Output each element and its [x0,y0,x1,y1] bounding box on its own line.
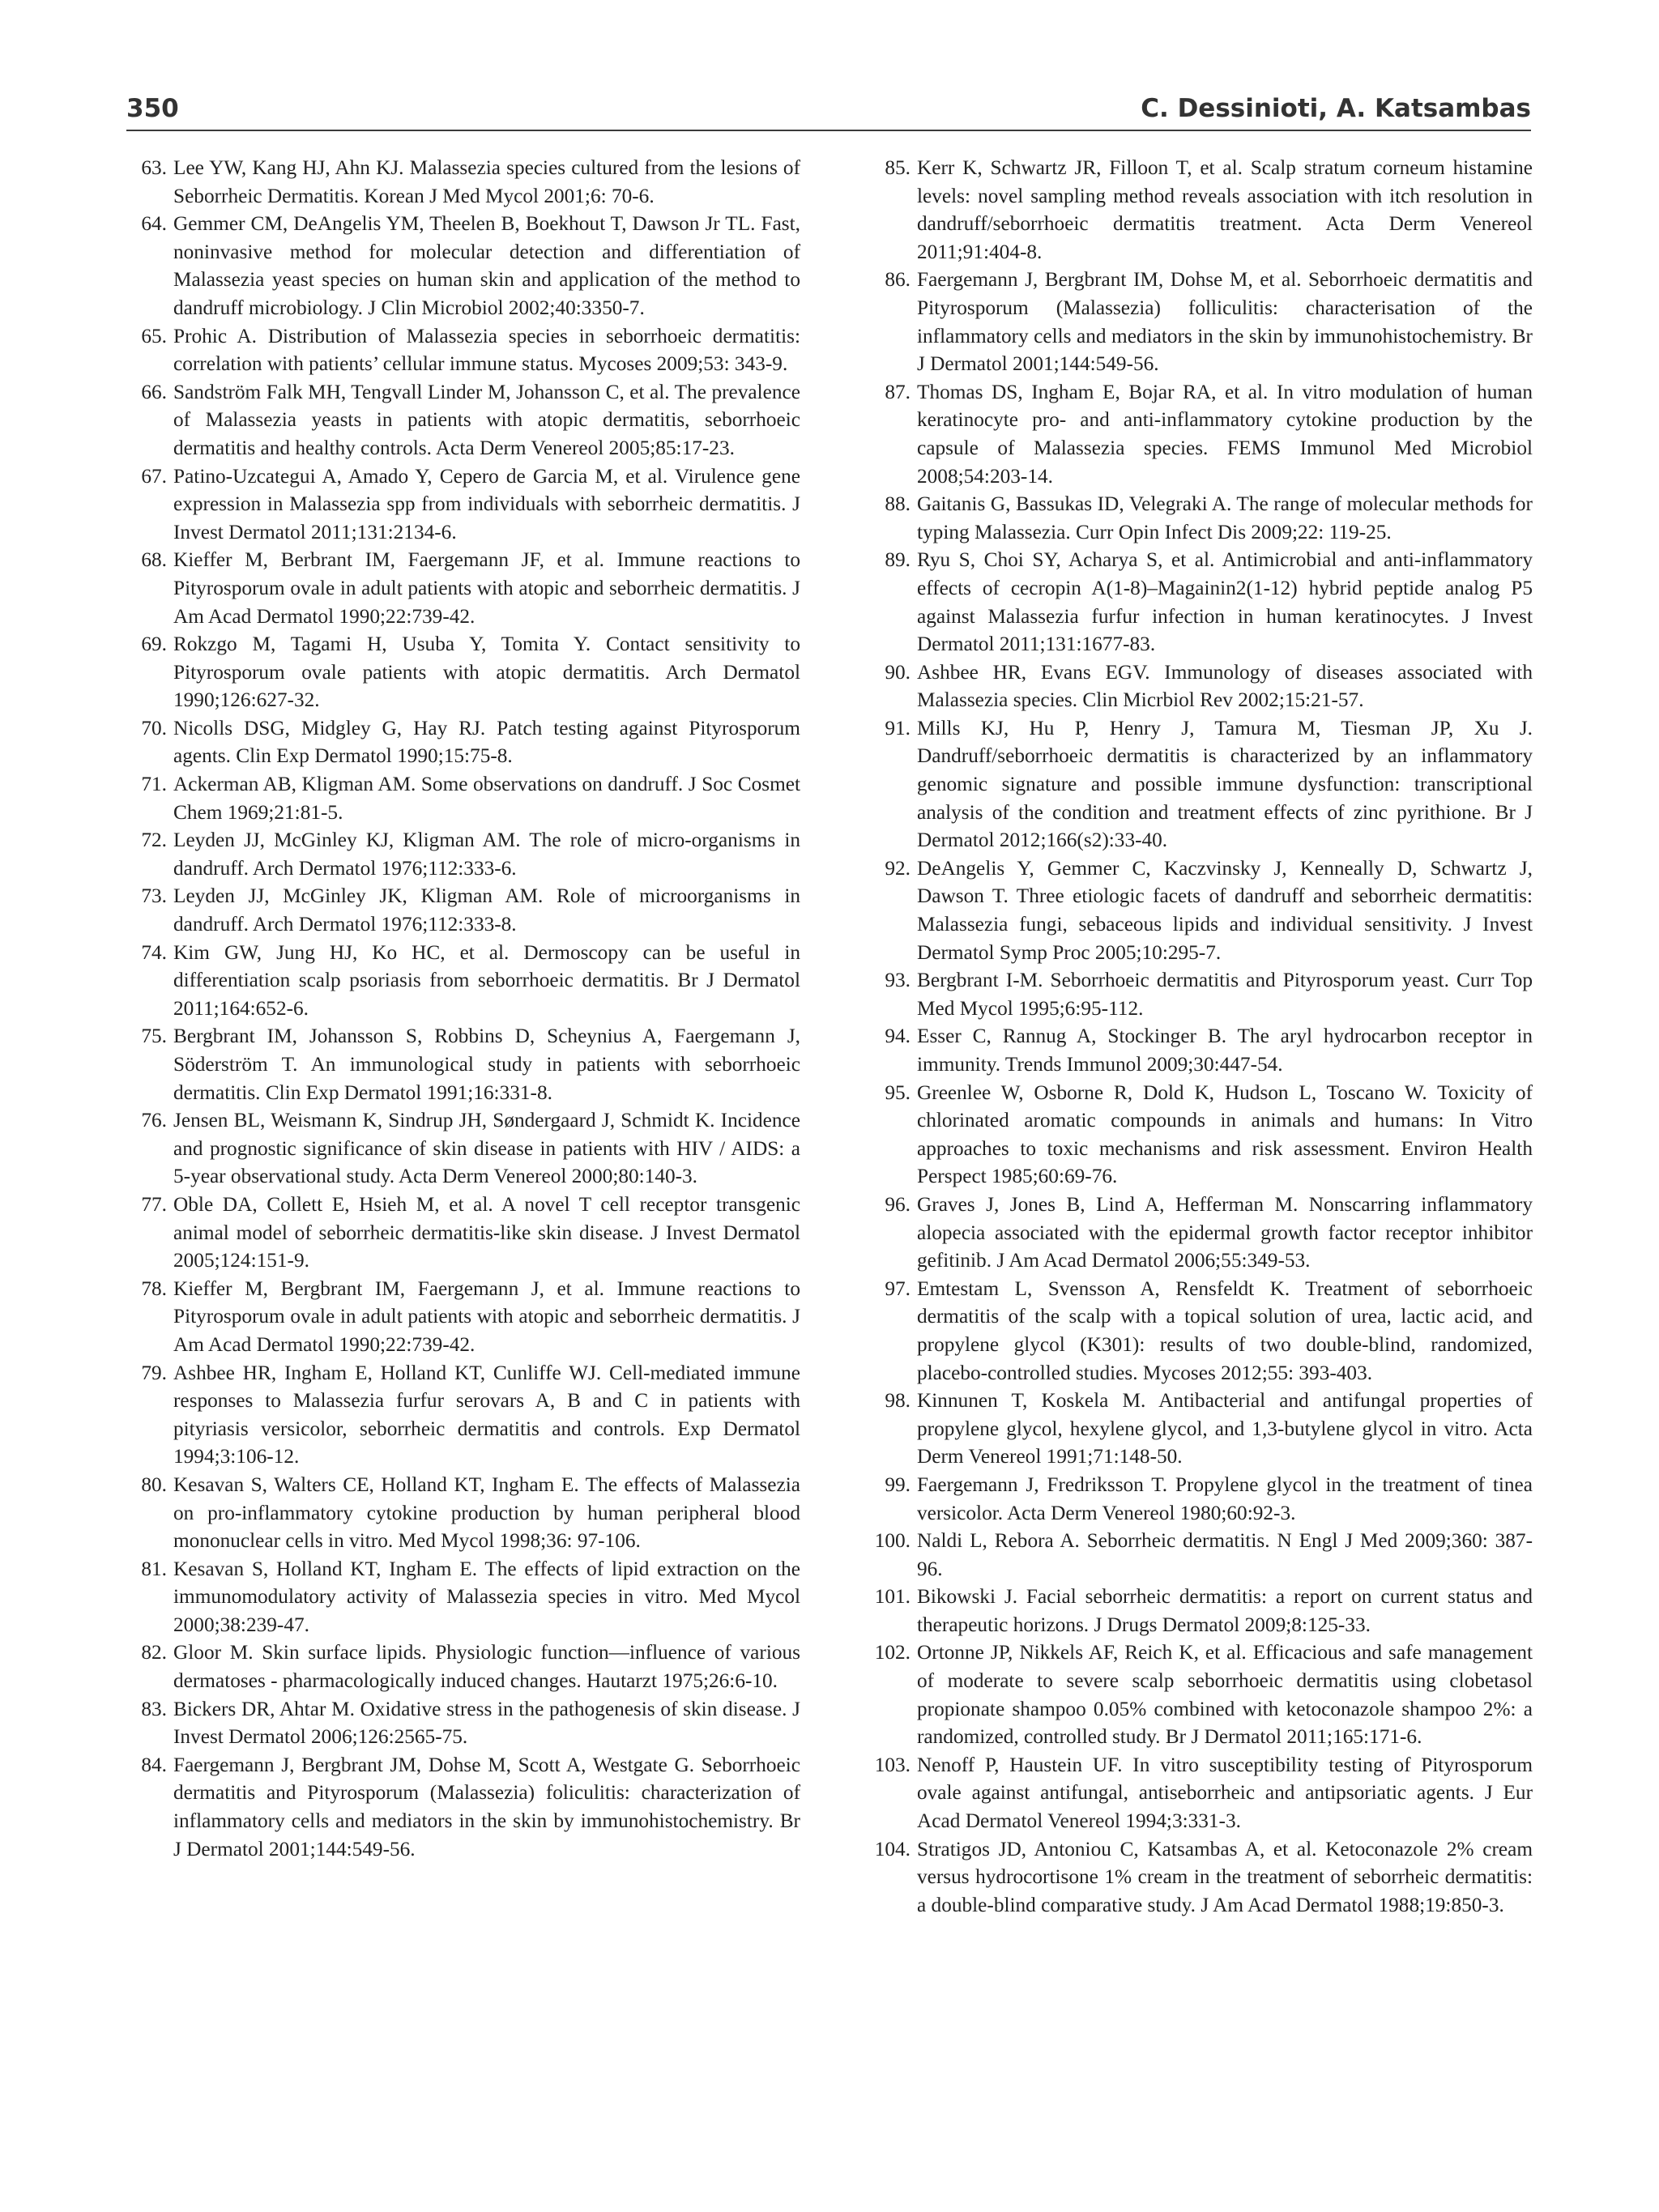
reference-number: 84. [141,1753,167,1776]
header-rule [126,130,1531,131]
reference-entry [126,1639,800,1694]
running-header-authors: C. Dessinioti, A. Katsambas [1141,94,1531,123]
reference-entry [859,966,1533,1022]
reference-entry [126,1555,800,1639]
reference-text: Naldi L, Rebora A. Seborrheic dermatitis. N Engl J Med 2009;360: 387-96. [917,1529,1533,1580]
reference-entry [126,826,800,882]
reference-entry [859,714,1533,855]
reference-entry [126,939,800,1023]
reference-text: Kesavan S, Holland KT, Ingham E. The effects of lipid extraction on the immunomodulatory activity of Malassezia species in vitro. Med Mycol 2000;38:239-47. [173,1557,800,1636]
reference-text: Prohic A. Distribution of Malassezia species in seborrhoeic dermatitis: correlation with patients’ cellular immune status. Mycoses 2009;53: 343-9. [173,324,800,376]
reference-number: 70. [141,716,167,739]
reference-number: 91. [885,716,911,739]
reference-number: 65. [141,324,167,347]
reference-number: 90. [885,660,911,684]
reference-text: Bikowski J. Facial seborrheic dermatitis: a report on current status and therapeutic horizons. J Drugs Dermatol 2009;8:125-33. [917,1585,1533,1636]
reference-number: 85. [885,156,911,179]
reference-text: Ashbee HR, Ingham E, Holland KT, Cunliffe WJ. Cell-mediated immune responses to Malassezia furfur serovars A, B and C in patients with pityriasis versicolor, seborrheic dermatitis and controls. Exp Dermatol 1994;3:106-12. [173,1361,800,1468]
reference-number: 66. [141,380,167,403]
reference-entry [859,855,1533,966]
reference-text: Kieffer M, Bergbrant IM, Faergemann J, et al. Immune reactions to Pityrosporum ovale in adult patients with atopic and seborrheic dermatitis. J Am Acad Dermatol 1990;22:739-42. [173,1276,800,1356]
reference-number: 68. [141,548,167,572]
reference-number: 78. [141,1276,167,1300]
reference-entry [126,546,800,630]
reference-number: 97. [885,1276,911,1300]
reference-number: 101. [874,1585,911,1609]
reference-text: DeAngelis Y, Gemmer C, Kaczvinsky J, Kenneally D, Schwartz J, Dawson T. Three etiologic facets of dandruff and seborrheic dermatitis: Malassezia fungi, sebaceous lipids and individual sensitivity. J Invest Dermatol Symp Proc 2005;10:295-7. [917,856,1533,964]
reference-number: 102. [874,1641,911,1664]
reference-number: 86. [885,268,911,292]
reference-text: Ortonne JP, Nikkels AF, Reich K, et al. Efficacious and safe management of moderate to severe scalp seborrhoeic dermatitis using clobetasol propionate shampoo 0.05% combined with ketoconazole shampoo 2%: a randomized, controlled study. Br J Dermatol 2011;165:171-6. [917,1641,1533,1749]
reference-number: 82. [141,1641,167,1664]
reference-text: Thomas DS, Ingham E, Bojar RA, et al. In vitro modulation of human keratinocyte pro- and anti-inflammatory cytokine production by the capsule of Malassezia species. FEMS Immunol Med Microbiol 2008;54:203-14. [917,380,1533,488]
reference-entry [126,1751,800,1863]
reference-entry [859,1527,1533,1583]
reference-number: 87. [885,380,911,403]
reference-text: Nenoff P, Haustein UF. In vitro susceptibility testing of Pityrosporum ovale against antifungal, antiseborrheic and antipsoriatic agents. J Eur Acad Dermatol Venereol 1994;3:331-3. [917,1753,1533,1833]
reference-number: 79. [141,1361,167,1384]
reference-text: Faergemann J, Fredriksson T. Propylene glycol in the treatment of tinea versicolor. Acta Derm Venereol 1980;60:92-3. [917,1473,1533,1524]
reference-entry [126,630,800,714]
reference-entry [126,1695,800,1751]
reference-entry [126,1191,800,1275]
reference-text: Bergbrant IM, Johansson S, Robbins D, Scheynius A, Faergemann J, Söderström T. An immunological study in patients with seborrhoeic dermatitis. Clin Exp Dermatol 1991;16:331-8. [173,1025,800,1104]
reference-entry [859,1022,1533,1078]
reference-number: 100. [874,1529,911,1553]
reference-number: 98. [885,1389,911,1413]
reference-number: 104. [874,1837,911,1860]
reference-entry [859,1275,1533,1387]
references-left-column [126,154,800,1863]
running-header [126,87,1531,130]
reference-number: 72. [141,829,167,852]
reference-number: 67. [141,464,167,488]
reference-number: 93. [885,969,911,992]
reference-number: 75. [141,1025,167,1048]
reference-text: Kim GW, Jung HJ, Ko HC, et al. Dermoscopy can be useful in differentiation scalp psoriasis from seborrhoeic dermatitis. Br J Dermatol 2011;164:652-6. [173,940,800,1020]
reference-entry [126,770,800,826]
reference-entry [126,378,800,462]
reference-text: Ryu S, Choi SY, Acharya S, et al. Antimicrobial and anti-inflammatory effects of cecropin A(1-8)–Magainin2(1-12) hybrid peptide analog P5 against Malassezia furfur infection in human keratinocytes. J Invest Dermatol 2011;131:1677-83. [917,548,1533,656]
reference-text: Faergemann J, Bergbrant IM, Dohse M, et al. Seborrhoeic dermatitis and Pityrosporum (Malassezia) folliculitis: characterisation of the inflammatory cells and mediators in the skin by immunohistochemistry. Br J Dermatol 2001;144:549-56. [917,268,1533,376]
reference-number: 74. [141,940,167,964]
reference-entry [126,1471,800,1555]
reference-text: Ackerman AB, Kligman AM. Some observations on dandruff. J Soc Cosmet Chem 1969;21:81-5. [173,773,800,824]
reference-text: Kerr K, Schwartz JR, Filloon T, et al. Scalp stratum corneum histamine levels: novel sampling method reveals association with itch resolution in dandruff/seborrhoeic dermatitis treatment. Acta Derm Venereol 2011;91:404-8. [917,156,1533,263]
reference-number: 73. [141,884,167,908]
reference-text: Graves J, Jones B, Lind A, Hefferman M. Nonscarring inflammatory alopecia associated with the epidermal growth factor receptor inhibitor gefitinib. J Am Acad Dermatol 2006;55:349-53. [917,1192,1533,1272]
reference-text: Ashbee HR, Evans EGV. Immunology of diseases associated with Malassezia species. Clin Micrbiol Rev 2002;15:21-57. [917,660,1533,712]
reference-entry [859,1387,1533,1471]
reference-text: Gaitanis G, Bassukas ID, Velegraki A. The range of molecular methods for typing Malassezia. Curr Opin Infect Dis 2009;22: 119-25. [917,492,1533,543]
reference-text: Faergemann J, Bergbrant JM, Dohse M, Scott A, Westgate G. Seborrhoeic dermatitis and Pityrosporum (Malassezia) foliculitis: characterization of inflammatory cells and mediators in the skin by immunohistochemistry. Br J Dermatol 2001;144:549-56. [173,1753,800,1860]
reference-number: 76. [141,1109,167,1132]
reference-entry [859,266,1533,377]
reference-entry [126,1106,800,1191]
reference-text: Stratigos JD, Antoniou C, Katsambas A, et al. Ketoconazole 2% cream versus hydrocortisone 1% cream in the treatment of seborrheic dermatitis: a double-blind comparative study. J Am Acad Dermatol 1988;19:850-3. [917,1837,1533,1916]
reference-text: Bergbrant I-M. Seborrhoeic dermatitis and Pityrosporum yeast. Curr Top Med Mycol 1995;6:95-112. [917,969,1533,1020]
page-number: 350 [126,94,179,123]
reference-entry [126,154,800,210]
reference-text: Kieffer M, Berbrant IM, Faergemann JF, et al. Immune reactions to Pityrosporum ovale in adult patients with atopic and seborrheic dermatitis. J Am Acad Dermatol 1990;22:739-42. [173,548,800,628]
reference-entry [126,714,800,770]
reference-entry [126,1359,800,1471]
reference-text: Leyden JJ, McGinley KJ, Kligman AM. The role of micro-organisms in dandruff. Arch Dermatol 1976;112:333-6. [173,829,800,880]
reference-entry [126,882,800,938]
reference-entry [859,1471,1533,1527]
reference-number: 81. [141,1557,167,1580]
reference-entry [859,658,1533,714]
reference-number: 71. [141,773,167,796]
reference-text: Lee YW, Kang HJ, Ahn KJ. Malassezia species cultured from the lesions of Seborrheic Dermatitis. Korean J Med Mycol 2001;6: 70-6. [173,156,800,207]
reference-entry [126,322,800,378]
reference-number: 77. [141,1192,167,1216]
reference-number: 92. [885,856,911,880]
references-right-column [859,154,1533,1919]
reference-text: Greenlee W, Osborne R, Dold K, Hudson L, Toscano W. Toxicity of chlorinated aromatic compounds in animals and humans: In Vitro approaches to toxic mechanisms and risk assessment. Environ Health Perspect 1985;60:69-76. [917,1080,1533,1188]
reference-text: Esser C, Rannug A, Stockinger B. The aryl hydrocarbon receptor in immunity. Trends Immunol 2009;30:447-54. [917,1025,1533,1076]
reference-number: 96. [885,1192,911,1216]
reference-number: 69. [141,633,167,656]
reference-number: 94. [885,1025,911,1048]
reference-text: Kesavan S, Walters CE, Holland KT, Ingham E. The effects of Malassezia on pro-inflammatory cytokine production by human peripheral blood mononuclear cells in vitro. Med Mycol 1998;36: 97-106. [173,1473,800,1553]
reference-entry [126,1022,800,1106]
reference-text: Bickers DR, Ahtar M. Oxidative stress in the pathogenesis of skin disease. J Invest Dermatol 2006;126:2565-75. [173,1697,800,1749]
reference-number: 103. [874,1753,911,1776]
reference-text: Patino-Uzcategui A, Amado Y, Cepero de Garcia M, et al. Virulence gene expression in Malassezia spp from individuals with seborrheic dermatitis. J Invest Dermatol 2011;131:2134-6. [173,464,800,543]
reference-number: 88. [885,492,911,516]
reference-entry [859,546,1533,658]
reference-text: Gloor M. Skin surface lipids. Physiologic function—influence of various dermatoses - pharmacologically induced changes. Hautarzt 1975;26:6-10. [173,1641,800,1693]
reference-text: Leyden JJ, McGinley JK, Kligman AM. Role of microorganisms in dandruff. Arch Dermatol 1976;112:333-8. [173,884,800,936]
reference-number: 99. [885,1473,911,1496]
reference-text: Kinnunen T, Koskela M. Antibacterial and antifungal properties of propylene glycol, hexylene glycol, and 1,3-butylene glycol in vitro. Acta Derm Venereol 1991;71:148-50. [917,1389,1533,1468]
reference-entry [859,1583,1533,1639]
reference-text: Jensen BL, Weismann K, Sindrup JH, Søndergaard J, Schmidt K. Incidence and prognostic significance of skin disease in patients with HIV / AIDS: a 5-year observational study. Acta Derm Venereol 2000;80:140-3. [173,1109,800,1188]
reference-number: 89. [885,548,911,572]
reference-text: Gemmer CM, DeAngelis YM, Theelen B, Boekhout T, Dawson Jr TL. Fast, noninvasive method for molecular detection and differentiation of Malassezia yeast species on human skin and application of the method to dandruff microbiology. J Clin Microbiol 2002;40:3350-7. [173,212,800,319]
reference-entry [859,1079,1533,1191]
reference-entry [126,210,800,322]
reference-entry [859,1639,1533,1750]
reference-entry [126,462,800,547]
reference-entry [859,1835,1533,1920]
reference-entry [859,1191,1533,1275]
reference-number: 63. [141,156,167,179]
reference-entry [859,154,1533,266]
reference-text: Emtestam L, Svensson A, Rensfeldt K. Treatment of seborrhoeic dermatitis of the scalp with a topical solution of urea, lactic acid, and propylene glycol (K301): results of two double-blind, randomized, placebo-controlled studies. Mycoses 2012;55: 393-403. [917,1276,1533,1384]
reference-text: Sandström Falk MH, Tengvall Linder M, Johansson C, et al. The prevalence of Malassezia yeasts in patients with atopic dermatitis, seborrhoeic dermatitis and healthy controls. Acta Derm Venereol 2005;85:17-23. [173,380,800,459]
reference-entry [859,1751,1533,1835]
reference-number: 95. [885,1080,911,1104]
reference-number: 64. [141,212,167,236]
reference-entry [126,1275,800,1359]
reference-text: Nicolls DSG, Midgley G, Hay RJ. Patch testing against Pityrosporum agents. Clin Exp Dermatol 1990;15:75-8. [173,716,800,768]
reference-entry [859,490,1533,546]
reference-entry [859,378,1533,490]
reference-text: Oble DA, Collett E, Hsieh M, et al. A novel T cell receptor transgenic animal model of seborrheic dermatitis-like skin disease. J Invest Dermatol 2005;124:151-9. [173,1192,800,1272]
reference-number: 80. [141,1473,167,1496]
reference-text: Mills KJ, Hu P, Henry J, Tamura M, Tiesman JP, Xu J. Dandruff/seborrhoeic dermatitis is characterized by an inflammatory genomic signature and possible immune dysfunction: transcriptional analysis of the condition and treatment effects of zinc pyrithione. Br J Dermatol 2012;166(s2):33-40. [917,716,1533,852]
reference-text: Rokzgo M, Tagami H, Usuba Y, Tomita Y. Contact sensitivity to Pityrosporum ovale patients with atopic dermatitis. Arch Dermatol 1990;126:627-32. [173,633,800,712]
reference-number: 83. [141,1697,167,1720]
